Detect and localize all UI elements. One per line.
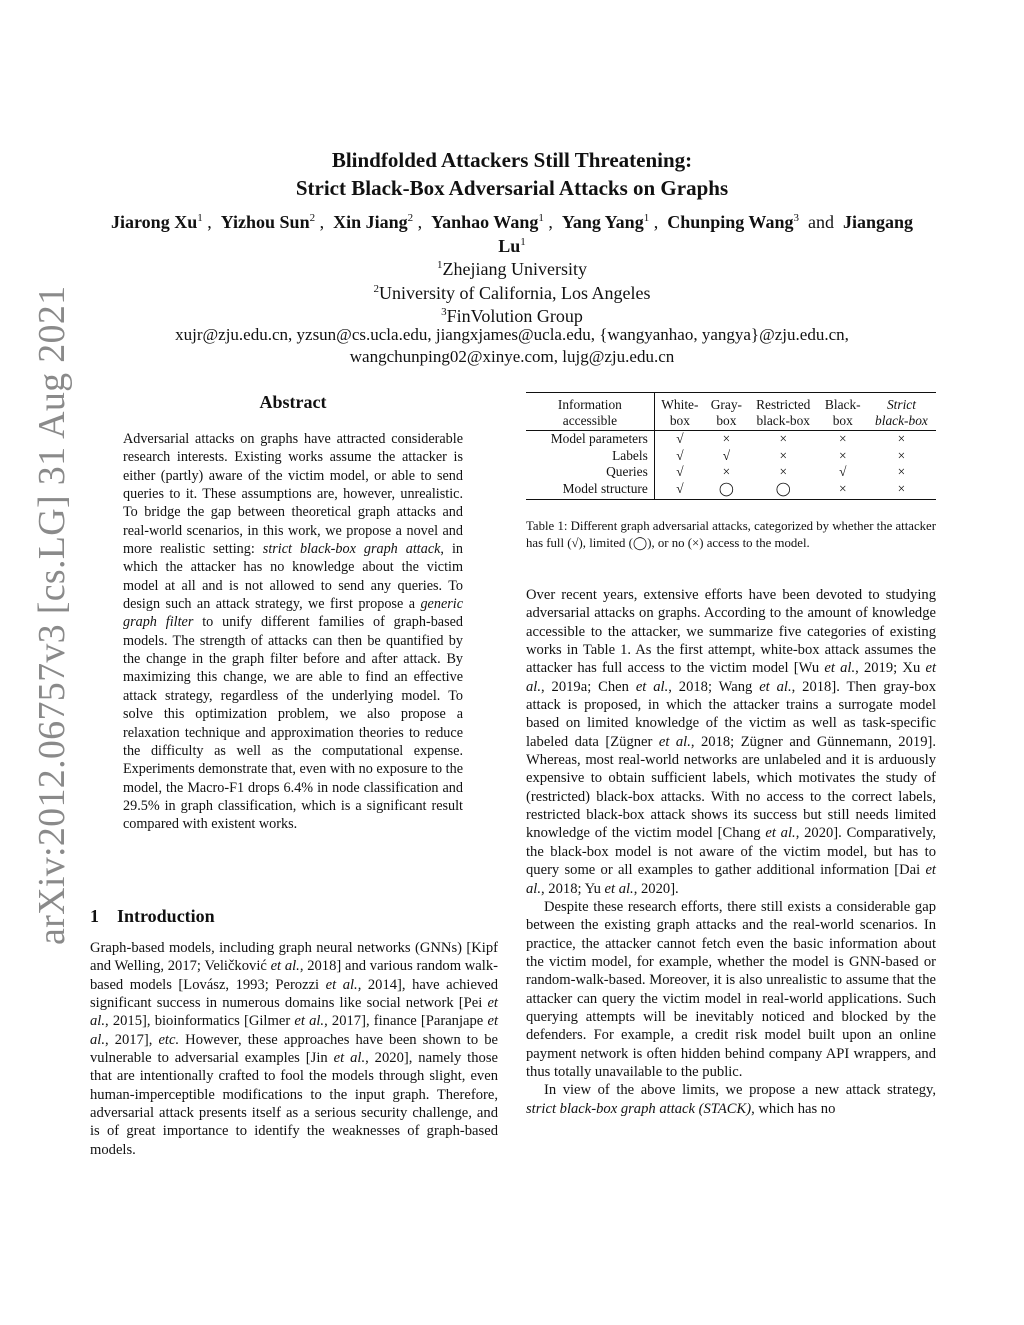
table-cell: × (819, 431, 867, 448)
table-cell: × (722, 464, 731, 480)
row-label: Model structure (526, 481, 654, 500)
intro-text: , 2018] and various random walk-based models [Lovász, 1993; Perozzi (90, 958, 498, 993)
table-cell: × (839, 447, 847, 463)
caption-text: ) access to the model. (699, 536, 810, 550)
body-text: , 2019; Xu (855, 660, 926, 677)
header-line: black-box (875, 413, 928, 428)
row-label: Queries (526, 464, 654, 481)
section-heading-introduction (90, 906, 215, 927)
affiliation-number: 3 (441, 306, 447, 318)
affiliation-number: 2 (373, 282, 380, 295)
abstract-emphasis: generic graph filter (123, 596, 463, 631)
table-header-gray-box (705, 393, 748, 431)
table-row (526, 481, 936, 500)
body-paragraph (526, 586, 936, 898)
table-cell: × (779, 447, 787, 463)
etc-text: etc. (158, 1031, 180, 1048)
cross-icon: × (692, 536, 700, 550)
et-al: et al. (526, 862, 936, 897)
table-cell: √ (839, 464, 847, 480)
table-cell: × (897, 447, 906, 463)
checkmark-icon: √ (571, 536, 579, 550)
header-line: White- (661, 397, 699, 412)
body-text: , 2020]. (633, 880, 679, 897)
section-number: 1 (90, 906, 99, 926)
right-column-body (526, 586, 936, 1118)
abstract-body (123, 430, 463, 834)
emails-line-1: xujr@zju.edu.cn, yzsun@cs.ucla.edu, jiangxjames@ucla.edu, {wangyanhao, yangya}@zju.edu.cn, (175, 325, 849, 344)
et-al: et al. (604, 880, 634, 897)
author-emails (80, 324, 944, 368)
table-cell: ◯ (705, 481, 748, 500)
author-affiliation-mark: 2 (407, 212, 414, 224)
et-al: et al. (294, 1013, 325, 1030)
intro-text: However, these approaches have been shown to be vulnerable to adversarial examples [Jin (90, 1031, 498, 1067)
caption-text: ), or no ( (647, 536, 693, 550)
header-line: Information (557, 397, 622, 412)
body-paragraph: Despite these research efforts, there still exists a considerable gap between the existing graph attacks and the real-world scenarios. In practice, the attacker cannot fetch even the basic information about the victim model, for example, whether the model is GNN-based or random-walk-based. Moreover, it is also unrealistic to assume that the attacker can query the victim model in real-world applications. Such querying attempts will be inevitably noticed and blocked by the defenders. For example, a credit risk model built upon an online payment network is often hidden behind company API wrappers, and thus totally unavailable to the public. (526, 898, 936, 1080)
abstract-heading: Abstract (259, 392, 327, 412)
header-line: box (832, 413, 853, 428)
table-cell: √ (722, 447, 731, 463)
header-line: accessible (562, 413, 618, 428)
author-affiliation-mark: 1 (197, 212, 203, 224)
author-name: Yang Yang (561, 212, 644, 232)
author-name: Xin Jiang (333, 212, 408, 232)
caption-text: Table 1: Different graph adversarial attacks, categorized by whether the attacker has full ( (526, 519, 936, 550)
header-line: Gray- (710, 397, 742, 412)
table-cell: √ (676, 464, 684, 480)
table-row (526, 464, 936, 481)
intro-paragraph (90, 939, 498, 1159)
affiliation-name: FinVolution Group (446, 306, 583, 326)
body-text: , 2018; Wang (668, 678, 760, 695)
table-row (526, 448, 936, 465)
intro-text: , 2014], have achieved significant success in numerous domains like social network [Pei (90, 976, 499, 1012)
et-al: et al. (759, 678, 792, 695)
emails-line-2: wangchunping02@xinye.com, lujg@zju.edu.cn (349, 347, 675, 366)
author-affiliation-mark: 3 (793, 212, 799, 224)
header-line: Black- (824, 397, 861, 412)
introduction-body (90, 939, 498, 1159)
table-header-restricted-black-box (748, 393, 819, 431)
abstract-text: , in which the attacker has no knowledge about the victim model at all and is not allowed to send any queries. To design such an attack strategy, we first propose a (123, 541, 463, 613)
abstract-text: to unify different families of graph-based models. The strength of attacks can then be quantified by the change in the graph filter before and after attack. By maximizing this change, we are able to find an effective attack strategy, regardless of the underlying model. To solve this optimization problem, we also propose a relaxation technique and approximation theories to reduce the difficulty as well as the computational expense. Experiments demonstrate that, even with no exposure to the model, the Macro-F1 drops 6.4% in node classification and 29.5% in graph classification, which is a significant result compared with existent works. (123, 614, 464, 833)
header-line: Restricted (756, 397, 811, 412)
row-label: Labels (526, 448, 654, 465)
et-al: et al. (270, 958, 300, 975)
body-text: , 2018]. Then gray-box attack is proposed, in which the attacker trains a surrogate model based on limited knowledge of the victim as well as task-specific labeled data [Zügner (526, 678, 937, 750)
and-word: and (807, 212, 834, 232)
row-label: Model parameters (526, 431, 654, 448)
abstract-emphasis: strict black-box graph attack (262, 541, 441, 558)
abstract-text: Adversarial attacks on graphs have attracted considerable research interests. Existing works assume the attacker is either (partly) aware of the victim model, or able to send queries to it. These assumptions are, however, unrealistic. To bridge the gap between theoretical graph attacks and real-world scenarios, in this work, we propose a novel and more realistic setting: (123, 431, 463, 558)
author-name: Jiarong Xu (111, 212, 198, 232)
affiliation (100, 258, 924, 282)
table-cell: ◯ (748, 481, 819, 500)
table-header-white-box (654, 393, 705, 431)
body-text: , 2018; Zügner and Günnemann, 2019]. Whereas, most real-world networks are unlabeled and it is arduously expensive to obtain sufficient labels, which motivates the study of (restricted) black-box attacks. With no access to the correct labels, restricted black-box attack shows its success but still needs limited knowledge of the victim model [Chang (526, 733, 937, 842)
author-list: Jiarong Xu$^1$ , Yizhou Sun$^2$ , Xin Jiang$^2$ , Yanhao Wang$^1$ , Yang Yang$^1$ , Chunping Wang$^3$ and Jiangang Lu$^1$ (111, 212, 913, 256)
et-al: et al. (90, 995, 498, 1030)
et-al: et al. (325, 976, 358, 993)
intro-text: Graph-based models, including graph neural networks (GNNs) [Kipf and Welling, 2017; Veličković (90, 940, 498, 975)
header-line: Strict (886, 397, 916, 412)
table-cell: × (748, 431, 819, 448)
header-line: box (716, 413, 737, 428)
caption-text: ), limited ( (578, 536, 633, 550)
affiliation-list (100, 258, 924, 329)
et-al: et al. (658, 733, 691, 750)
table-cell: × (897, 464, 906, 480)
table-cell: × (819, 481, 867, 500)
header-line: box (669, 413, 690, 428)
body-text: In view of the above limits, we propose a new attack strategy, (544, 1082, 936, 1099)
affiliation-number: 1 (437, 259, 443, 271)
comparison-table (526, 392, 936, 500)
table-cell: × (867, 431, 936, 448)
table-header-strict-black-box (867, 393, 936, 431)
table-caption (526, 518, 936, 552)
table-cell: √ (676, 447, 684, 463)
et-al: et al. (333, 1050, 366, 1067)
body-paragraph (526, 1081, 936, 1118)
intro-text: , 2015], bioinformatics [Gilmer (105, 1013, 295, 1030)
table-header-row (526, 393, 936, 431)
et-al: et al. (635, 678, 669, 695)
et-al: et al. (765, 825, 796, 842)
body-text: , which has no (751, 1100, 836, 1117)
table-cell: × (867, 481, 936, 500)
paper-title (100, 146, 924, 202)
affiliation-name: Zhejiang University (442, 259, 587, 279)
body-text: , 2020]. Comparatively, the black-box model is not aware of the victim model, but has to query some or all examples to gather additional information [Dai (526, 825, 937, 879)
author-affiliation-mark: 1 (538, 212, 544, 224)
body-text: , 2018; Yu (541, 880, 605, 897)
author-affiliation-mark: 2 (309, 212, 316, 224)
title-line-1: Blindfolded Attackers Still Threatening: (331, 148, 693, 172)
author-affiliation-mark: 1 (520, 236, 526, 248)
table-cell: × (705, 431, 748, 448)
et-al: et al. (526, 660, 937, 695)
et-al: et al. (90, 1013, 499, 1048)
body-text: Over recent years, extensive efforts have been devoted to studying adversarial attacks on graphs. According to the amount of knowledge accessible to the attacker, we summarize five categories of existing works in Table 1. As the first attempt, white-box attack assumes the attacker has full access to the victim model [Wu (526, 587, 936, 677)
title-line-2: Strict Black-Box Adversarial Attacks on Graphs (295, 176, 729, 200)
intro-text: , 2017], (105, 1031, 159, 1048)
circle-icon: ◯ (632, 536, 648, 550)
abstract-paragraph (123, 430, 463, 834)
affiliation-name: University of California, Los Angeles (379, 282, 651, 303)
table-cell: √ (654, 481, 705, 500)
author-name: Yanhao Wang (431, 212, 539, 232)
section-title: Introduction (117, 906, 215, 926)
table-header-black-box (819, 393, 867, 431)
table-row (526, 431, 936, 448)
table-cell: × (779, 464, 787, 480)
body-emphasis: strict black-box graph attack (STACK) (526, 1100, 752, 1117)
body-text: , 2019a; Chen (541, 678, 636, 695)
arxiv-identifier: arXiv:2012.06757v3 [cs.LG] 31 Aug 2021 (31, 285, 73, 945)
intro-text: , 2017], finance [Paranjape (324, 1013, 488, 1030)
table-cell: √ (654, 431, 705, 448)
et-al: et al. (824, 660, 856, 677)
author-name: Jiangang Lu (498, 212, 913, 256)
author-name: Yizhou Sun (220, 212, 310, 232)
table-header-information (526, 393, 654, 431)
affiliation (100, 282, 924, 306)
intro-text: , 2020], namely those that are intentionally crafted to fool the models through slight, even human-imperceptible modifications to the input graph. Therefore, adversarial attack presents itself as a serious security challenge, and is of great importance to identify the weaknesses of graph-based models. (90, 1050, 498, 1158)
author-affiliation-mark: 1 (643, 212, 650, 224)
author-name: Chunping Wang (667, 212, 794, 232)
header-line: black-box (756, 413, 810, 428)
